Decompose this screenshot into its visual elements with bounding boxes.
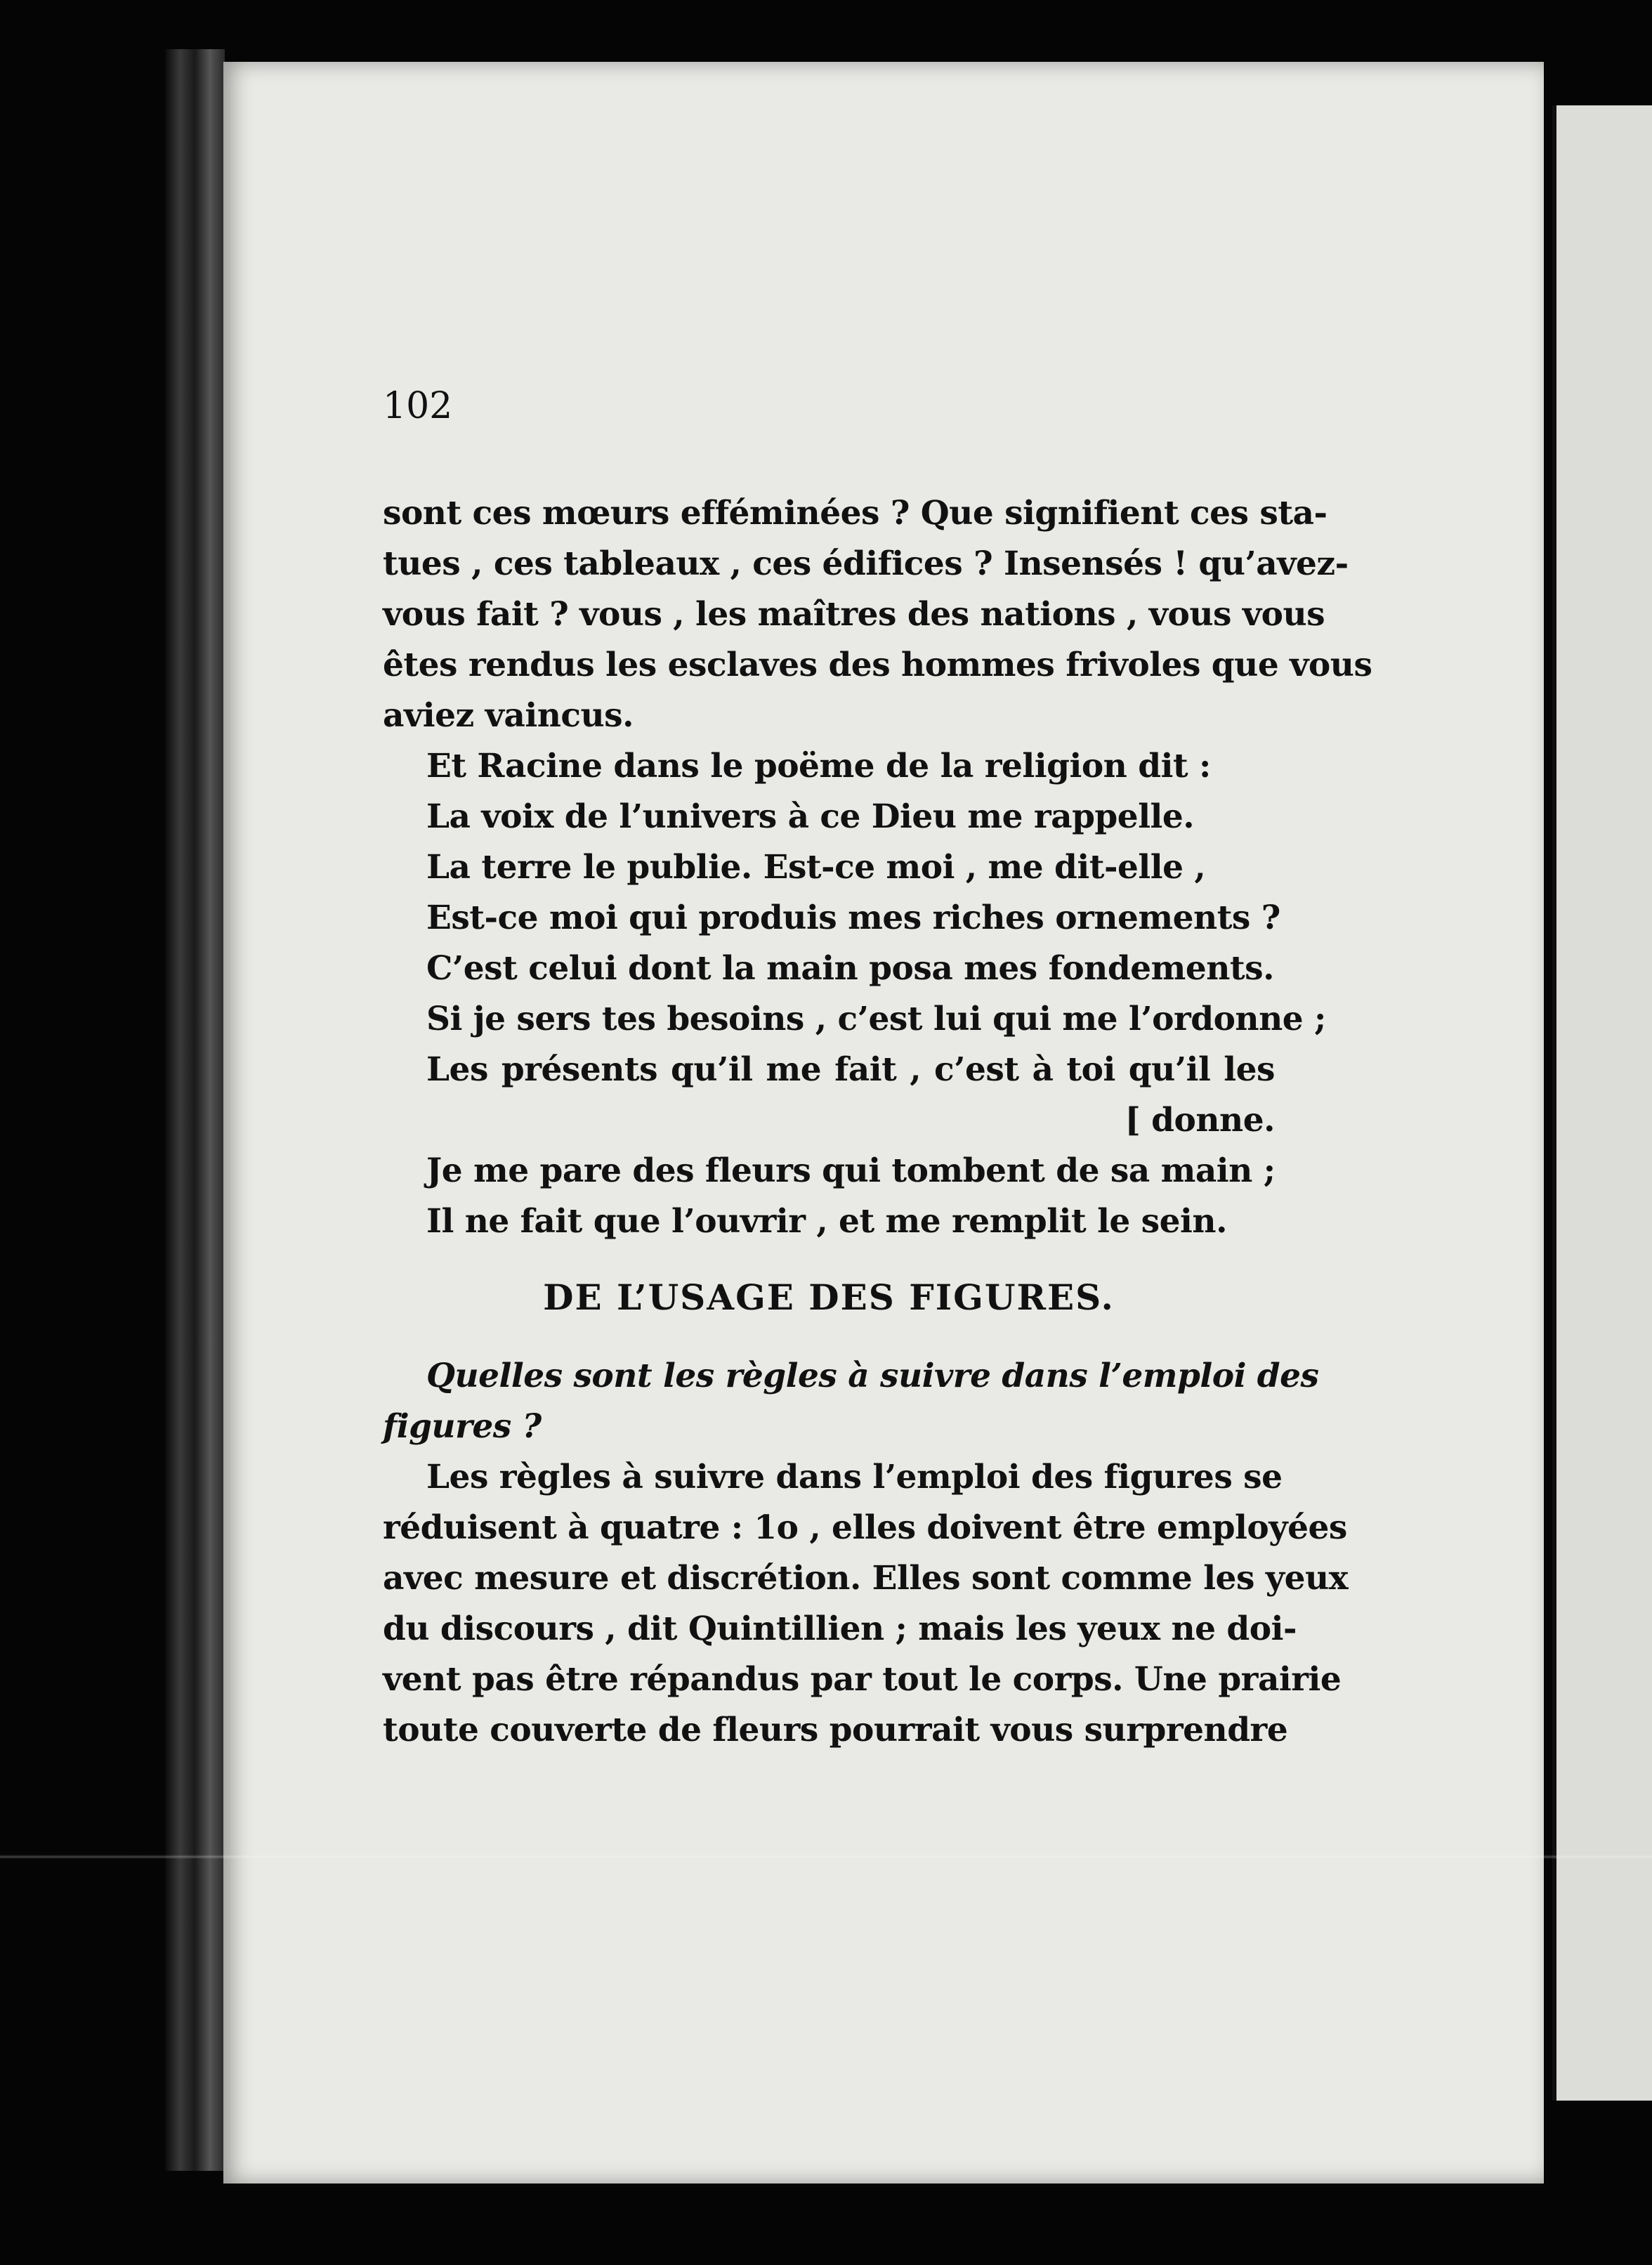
text-line: réduisent à quatre : 1o , elles doivent être employées — [383, 1508, 1347, 1547]
section-heading: DE L’USAGE DES FIGURES. — [543, 1277, 1115, 1318]
text-line: toute couverte de fleurs pourrait vous surprendre — [383, 1711, 1288, 1749]
text-line: C’est celui dont la main posa mes fondements. — [426, 949, 1274, 988]
text-line: avec mesure et discrétion. Elles sont comme les yeux — [383, 1559, 1349, 1598]
scan-artifact-line — [0, 1855, 1652, 1859]
text-line: Les règles à suivre dans l’emploi des figures se — [426, 1458, 1283, 1496]
text-line: Est-ce moi qui produis mes riches ornements ? — [426, 899, 1280, 937]
text-line: La terre le publie. Est-ce moi , me dit-elle , — [426, 848, 1206, 887]
text-line: êtes rendus les esclaves des hommes frivoles que vous — [383, 646, 1372, 684]
adjacent-page-edge — [1552, 105, 1652, 2101]
text-line: La voix de l’univers à ce Dieu me rappelle. — [426, 797, 1195, 836]
text-line: vous fait ? vous , les maîtres des nations , vous vous — [383, 595, 1325, 634]
answer-paragraph — [383, 1452, 1349, 1756]
text-line: Je me pare des fleurs qui tombent de sa main ; — [426, 1151, 1276, 1190]
book-binding-edge — [165, 49, 225, 2171]
body-text — [383, 488, 1372, 1247]
text-line: Et Racine dans le poëme de la religion dit : — [426, 747, 1211, 785]
text-line: du discours , dit Quintillien ; mais les yeux ne doi- — [383, 1610, 1297, 1648]
text-line: [ donne. — [1125, 1101, 1275, 1140]
text-line: figures ? — [383, 1407, 542, 1446]
text-line: vent pas être répandus par tout le corps. Une prairie — [383, 1660, 1342, 1699]
text-line: Il ne fait que l’ouvrir , et me remplit le sein. — [426, 1202, 1227, 1241]
text-line: Si je sers tes besoins , c’est lui qui me l’ordonne ; — [426, 1000, 1326, 1038]
text-line: sont ces mœurs efféminées ? Que signifient ces sta- — [383, 494, 1328, 533]
text-line: aviez vaincus. — [383, 696, 634, 735]
question-paragraph — [383, 1351, 1319, 1452]
text-line: Quelles sont les règles à suivre dans l’emploi des — [426, 1357, 1319, 1395]
text-line: Les présents qu’il me fait , c’est à toi qu’il les — [426, 1050, 1275, 1089]
text-line: tues , ces tableaux , ces édifices ? Insensés ! qu’avez- — [383, 544, 1349, 583]
page-number: 102 — [383, 385, 453, 427]
page-text-block — [383, 365, 1372, 1756]
